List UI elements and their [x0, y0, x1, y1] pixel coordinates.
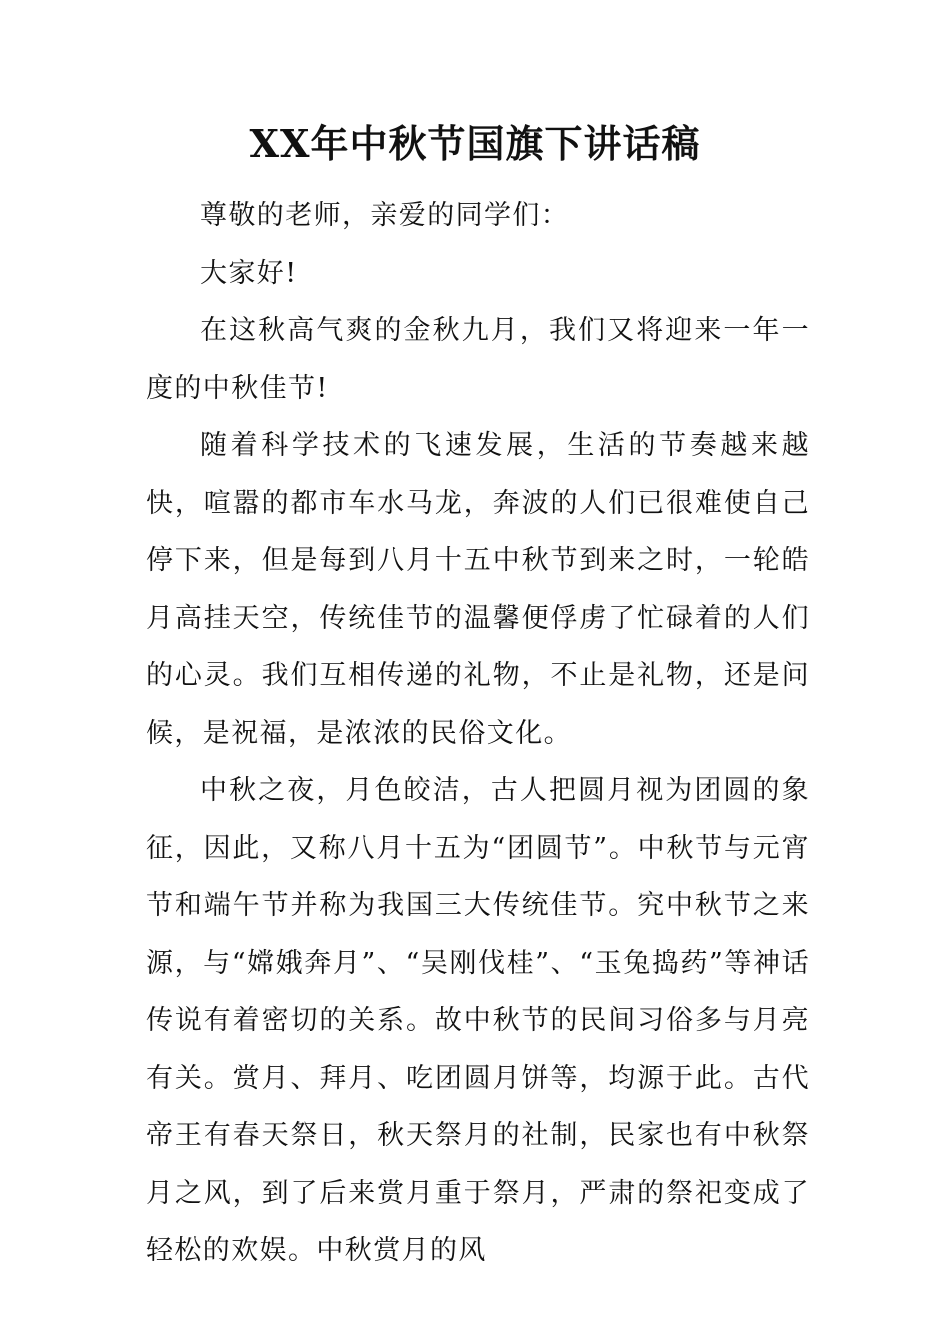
paragraph: 在这秋高气爽的金秋九月，我们又将迎来一年一度的中秋佳节! — [146, 315, 810, 404]
document-title: XX年中秋节国旗下讲话稿 — [249, 121, 701, 166]
paragraph: 随着科学技术的飞速发展，生活的节奏越来越快，喧嚣的都市车水马龙，奔波的人们已很难使自己停下来，但是每到八月十五中秋节到来之时，一轮皓月高挂天空，传统佳节的温馨便俘虏了忙碌着的人们的心灵。我们互相传递的礼物，不止是礼物，还是问候，是祝福，是浓浓的民俗文化。 — [146, 430, 810, 749]
salutation: 尊敬的老师，亲爱的同学们： — [200, 200, 570, 231]
greeting: 大家好! — [200, 257, 298, 289]
document-body — [146, 187, 810, 1280]
paragraph: 中秋之夜，月色皎洁，古人把圆月视为团圆的象征，因此，又称八月十五为“团圆节”。中秋节与元宵节和端午节并称为我国三大传统佳节。究中秋节之来源，与“嫦娥奔月”、“吴刚伐桂”、“玉兔捣药”等神话传说有着密切的关系。故中秋节的民间习俗多与月亮有关。赏月、拜月、吃团圆月饼等，均源于此。古代帝王有春天祭日，秋天祭月的社制，民家也有中秋祭月之风，到了后来赏月重于祭月，严肃的祭祀变成了轻松的欢娱。中秋赏月的风 — [146, 775, 810, 1266]
